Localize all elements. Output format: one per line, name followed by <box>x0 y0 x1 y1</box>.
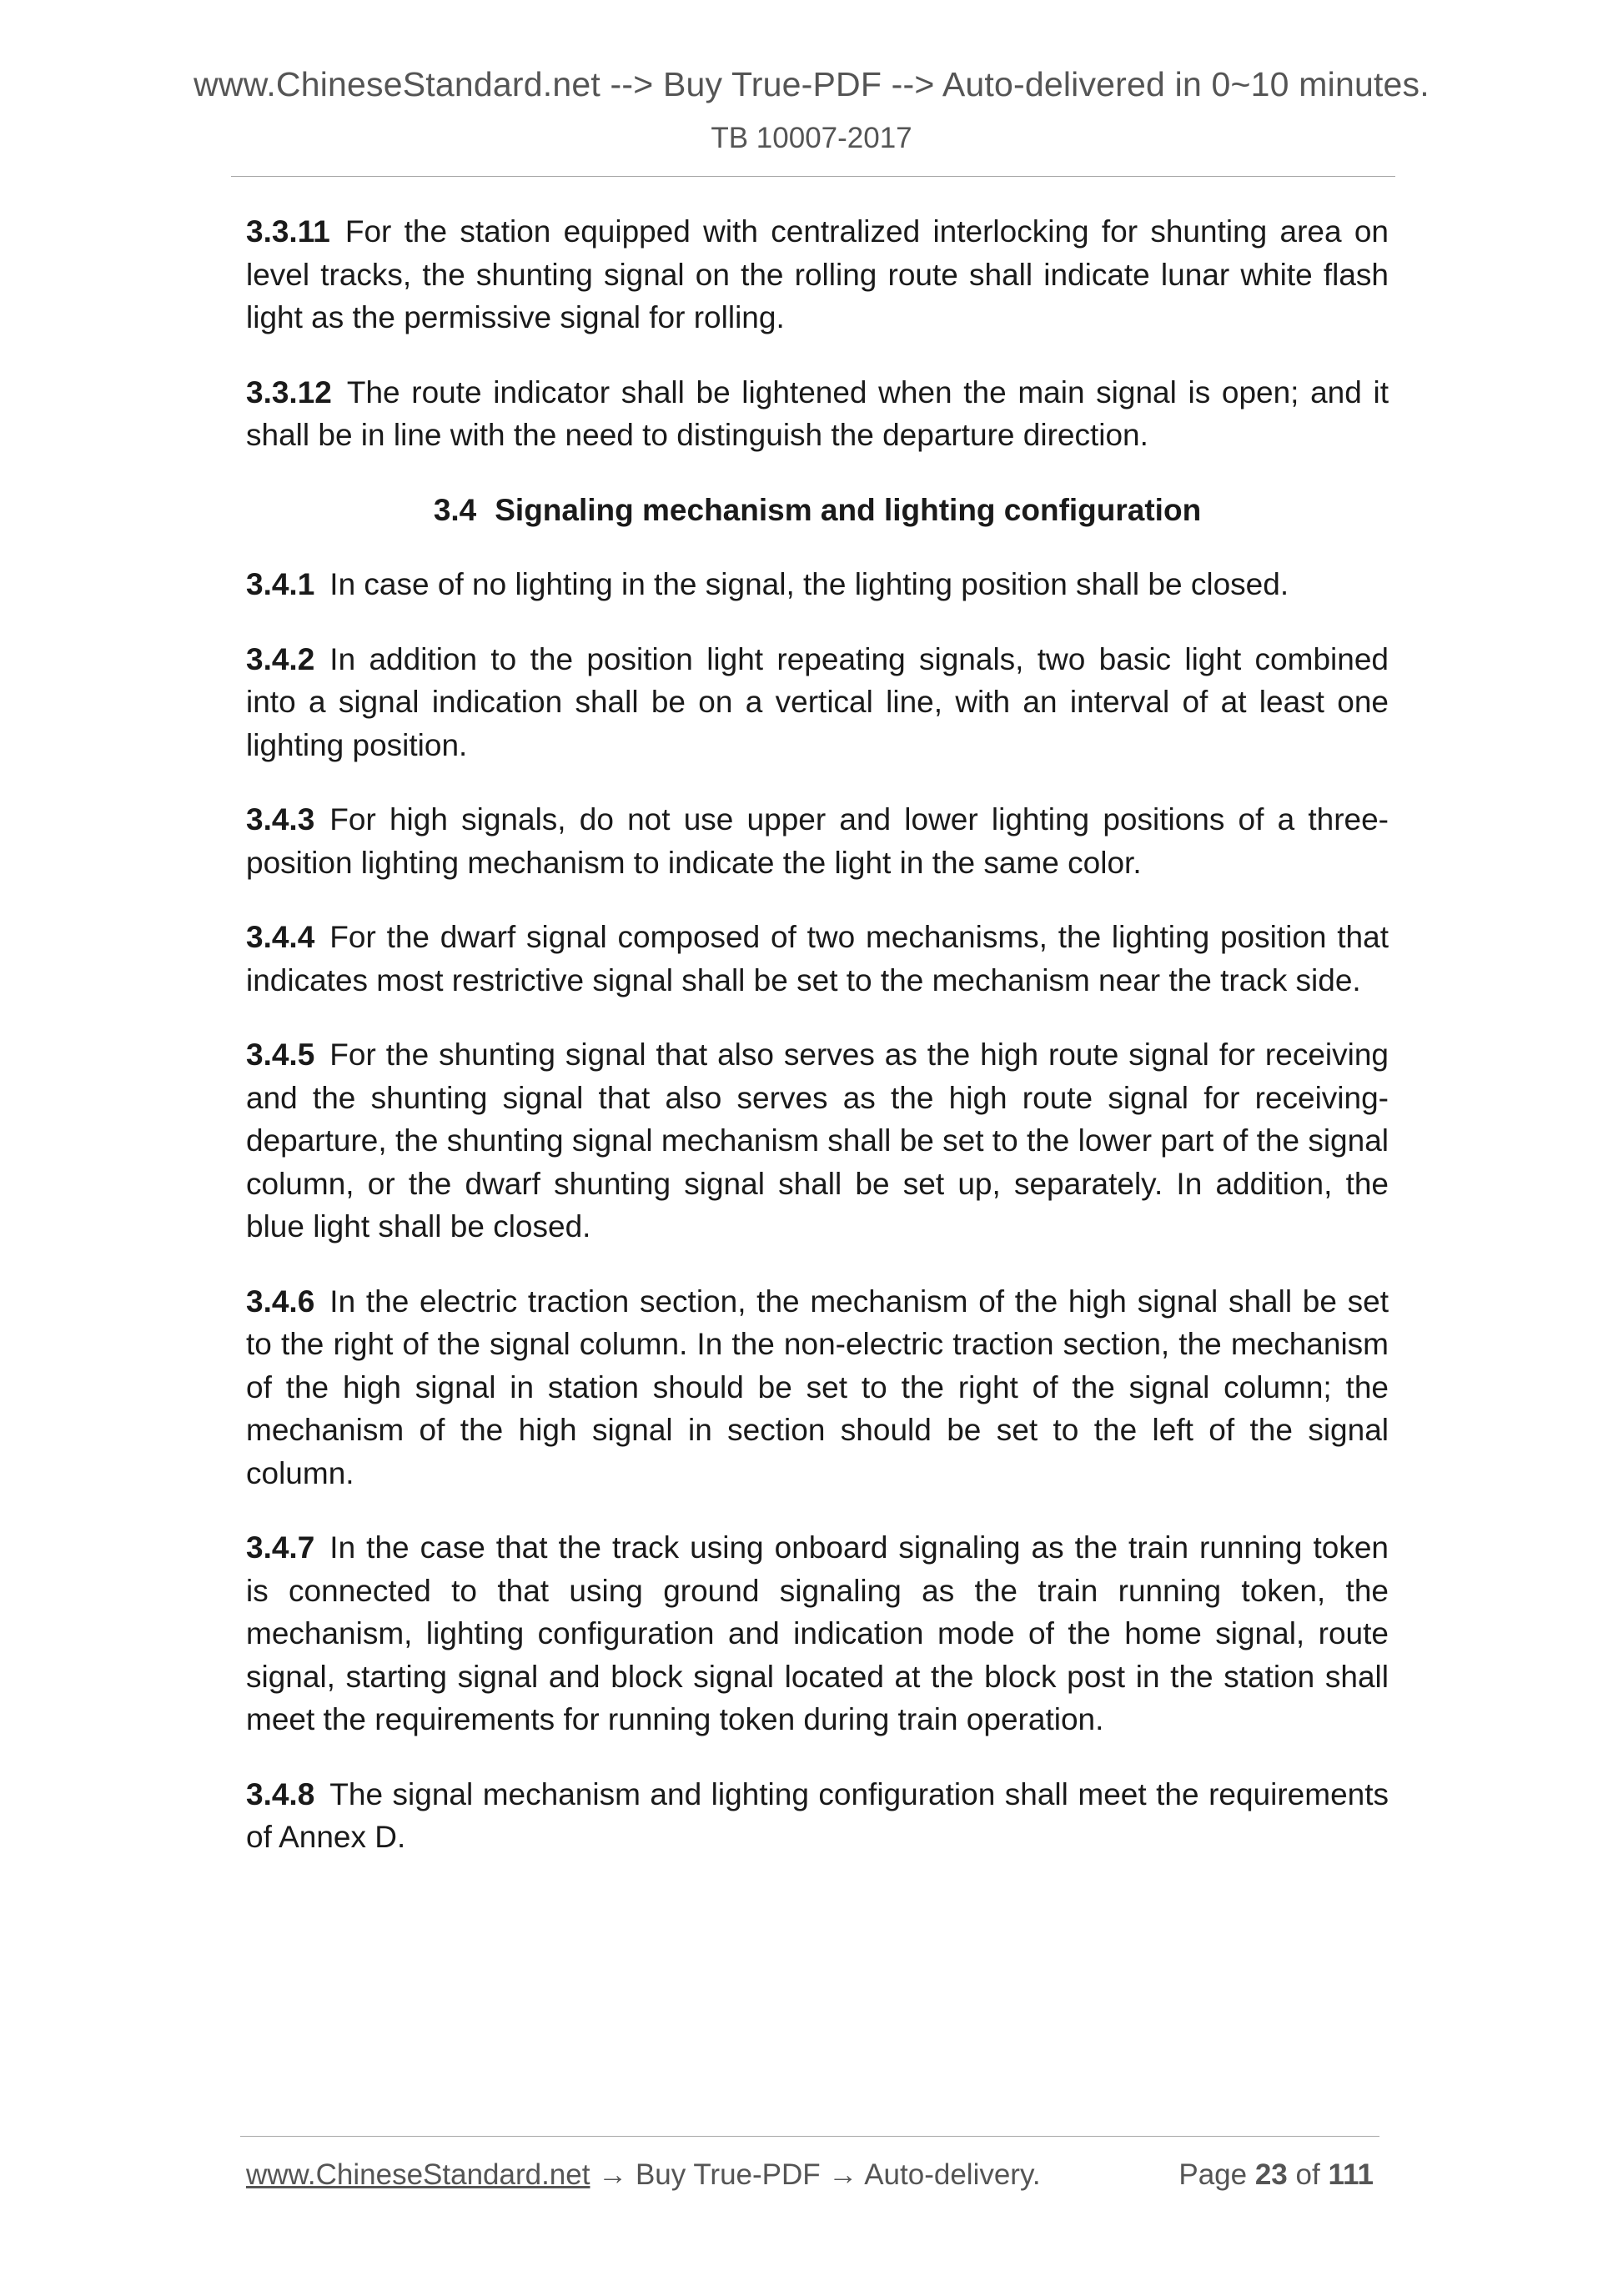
page-of: of <box>1295 2158 1320 2191</box>
clause-text: For the shunting signal that also serves as the high route signal for receiving and the shunting signal that also serves as the high route signal for receiving-departure, the shunting signal mechanism shall be set to the lower part of the signal column, or the dwarf shunting signal shall be set up, separately. In addition, the blue light shall be closed. <box>246 1037 1389 1243</box>
clause-3-4-8 <box>246 1773 1389 1859</box>
document-body <box>246 210 1389 1891</box>
clause-text: For high signals, do not use upper and lower lighting positions of a three-position lighting mechanism to indicate the light in the same color. <box>246 802 1389 880</box>
section-number: 3.4 <box>433 492 477 527</box>
clause-number: 3.4.6 <box>246 1284 315 1319</box>
section-heading <box>246 489 1389 532</box>
clause-3-4-2 <box>246 638 1389 767</box>
header-divider <box>231 176 1395 177</box>
footer-site-link[interactable]: www.ChineseStandard.net <box>246 2158 590 2191</box>
clause-text: The signal mechanism and lighting configuration shall meet the requirements of Annex D. <box>246 1776 1389 1854</box>
clause-3-3-12 <box>246 371 1389 457</box>
clause-number: 3.4.4 <box>246 920 315 954</box>
clause-number: 3.4.2 <box>246 641 315 676</box>
clause-text: In addition to the position light repeating signals, two basic light combined into a signal indication shall be on a vertical line, with an interval of at least one lighting position. <box>246 641 1389 762</box>
clause-text: In case of no lighting in the signal, the lighting position shall be closed. <box>329 567 1289 601</box>
clause-number: 3.4.7 <box>246 1530 315 1565</box>
clause-number: 3.4.3 <box>246 802 315 837</box>
clause-3-4-6 <box>246 1280 1389 1495</box>
footer-buy-text: Buy True-PDF <box>635 2158 821 2191</box>
clause-number: 3.4.1 <box>246 567 315 601</box>
clause-number: 3.3.12 <box>246 374 332 409</box>
arrow-right-icon: → <box>598 2158 628 2191</box>
clause-number: 3.4.8 <box>246 1776 315 1811</box>
clause-3-4-7 <box>246 1526 1389 1741</box>
clause-3-4-4 <box>246 916 1389 1002</box>
header-banner: www.ChineseStandard.net --> Buy True-PDF --> Auto-delivered in 0~10 minutes. <box>193 65 1430 103</box>
clause-text: For the station equipped with centralized interlocking for shunting area on level tracks, the shunting signal on the rolling route shall indicate lunar white flash light as the permissive signal for rolling. <box>246 214 1389 334</box>
arrow-right-icon: → <box>828 2158 858 2191</box>
clause-3-4-3 <box>246 798 1389 884</box>
footer-divider <box>240 2136 1379 2137</box>
clause-text: In the electric traction section, the mechanism of the high signal shall be set to the right of the signal column. In the non-electric traction section, the mechanism of the high signal in station should be set to the right of the signal column; the mechanism of the high signal in section should be set to the left of the signal column. <box>246 1284 1389 1490</box>
footer-promo <box>246 2158 1041 2192</box>
clause-number: 3.4.5 <box>246 1037 315 1072</box>
page-number: 23 <box>1254 2158 1288 2191</box>
page-total: 111 <box>1328 2158 1374 2191</box>
clause-number: 3.3.11 <box>246 214 330 249</box>
page-prefix: Page <box>1178 2158 1248 2191</box>
clause-text: For the dwarf signal composed of two mechanisms, the lighting position that indicates most restrictive signal shall be set to the mechanism near the track side. <box>246 920 1389 997</box>
footer-delivery-text: Auto-delivery. <box>864 2158 1041 2191</box>
clause-text: In the case that the track using onboard signaling as the train running token is connected to that using ground signaling as the train running token, the mechanism, lighting configuration and indication mode of the home signal, route signal, starting signal and block signal located at the block post in the station shall meet the requirements for running token during train operation. <box>246 1530 1389 1736</box>
standard-code: TB 10007-2017 <box>711 122 912 154</box>
clause-text: The route indicator shall be lightened when the main signal is open; and it shall be in line with the need to distinguish the departure direction. <box>246 374 1389 452</box>
section-title: Signaling mechanism and lighting configuration <box>495 492 1202 527</box>
clause-3-4-5 <box>246 1033 1389 1248</box>
page-indicator <box>1178 2158 1374 2192</box>
clause-3-3-11 <box>246 210 1389 339</box>
clause-3-4-1 <box>246 563 1389 606</box>
